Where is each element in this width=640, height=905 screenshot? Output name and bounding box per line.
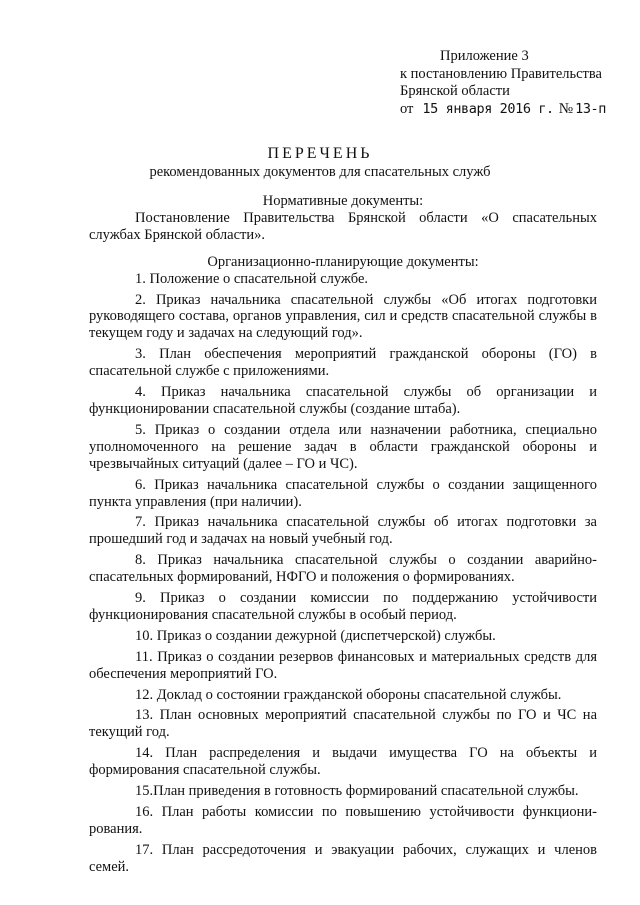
list-item: 17. План рассредоточения и эвакуации рабочих, служащих и членов семей.	[89, 841, 597, 875]
list-item: 5. Приказ о создании отдела или назначении работника, специально уполномоченного на решение задач в области гражданской обороны и чрезвычайных ситуаций (далее – ГО и ЧС).	[89, 421, 597, 472]
annex-number: 13-п	[575, 100, 607, 117]
list-item: 7. Приказ начальника спасательной службы об итогах подготовки за прошедший год и задачах на новый учебный год.	[89, 514, 597, 548]
normative-text: Постановление Правительства Брянской области «О спасательных службах Брянской области».	[89, 209, 597, 243]
list-item: 8. Приказ начальника спасательной службы о создании аварийно-спасательных формирований, НФГО и положения о формированиях.	[89, 552, 597, 586]
annex-header	[400, 48, 632, 118]
list-item: 16. План работы комиссии по повышению устойчивости функциони-рования.	[89, 804, 597, 837]
annex-date: 15 января 2016 г.	[422, 100, 554, 117]
section-gap	[89, 244, 597, 254]
list-item: 3. План обеспечения мероприятий гражданской обороны (ГО) в спасательной службе с приложениями.	[89, 346, 597, 380]
document-title: ПЕРЕЧЕНЬ	[267, 145, 373, 162]
list-item: 9. Приказ о создании комиссии по поддержанию устойчивости функционирования спасательной службы в особый период.	[89, 590, 597, 623]
list-item: 4. Приказ начальника спасательной службы об организации и функционировании спасательной службы (создание штаба).	[89, 384, 597, 417]
annex-from-label: от	[400, 100, 414, 117]
document-subtitle: рекомендованных документов для спасательных служб	[149, 164, 491, 180]
annex-date-row	[400, 101, 632, 119]
list-item: 6. Приказ начальника спасательной службы о создании защищенного пункта управления (при наличии).	[89, 476, 597, 510]
annex-resolution-line: к постановлению Правительства	[400, 65, 602, 82]
list-item: 11. Приказ о создании резервов финансовых и материальных средств для обеспечения мероприятий ГО.	[89, 648, 597, 682]
list-item: 2. Приказ начальника спасательной службы «Об итогах подготовки руководящего состава, органов управления, сил и средств спасательной службы в текущем году и задачах на следующий год».	[89, 291, 597, 342]
list-item: 12. Доклад о состоянии гражданской обороны спасательной службы.	[135, 686, 562, 703]
list-item: 15.План приведения в готовность формирований спасательной службы.	[135, 783, 579, 800]
normative-heading: Нормативные документы:	[262, 193, 424, 209]
list-item: 13. План основных мероприятий спасательной службы по ГО и ЧС на текущий год.	[89, 707, 597, 741]
document-body	[89, 193, 597, 876]
list-item: 10. Приказ о создании дежурной (диспетчерской) службы.	[135, 627, 496, 644]
annex-region-line: Брянской области	[400, 83, 510, 99]
annex-number-sign: №	[558, 100, 574, 117]
organizational-heading: Организационно-планирующие документы:	[207, 253, 479, 270]
list-item: 14. План распределения и выдачи имущества ГО на объекты и формирования спасательной службы.	[89, 745, 597, 779]
annex-label: Приложение 3	[440, 48, 529, 64]
organizational-list	[89, 271, 597, 876]
list-item: 1. Положение о спасательной службе.	[135, 270, 368, 287]
